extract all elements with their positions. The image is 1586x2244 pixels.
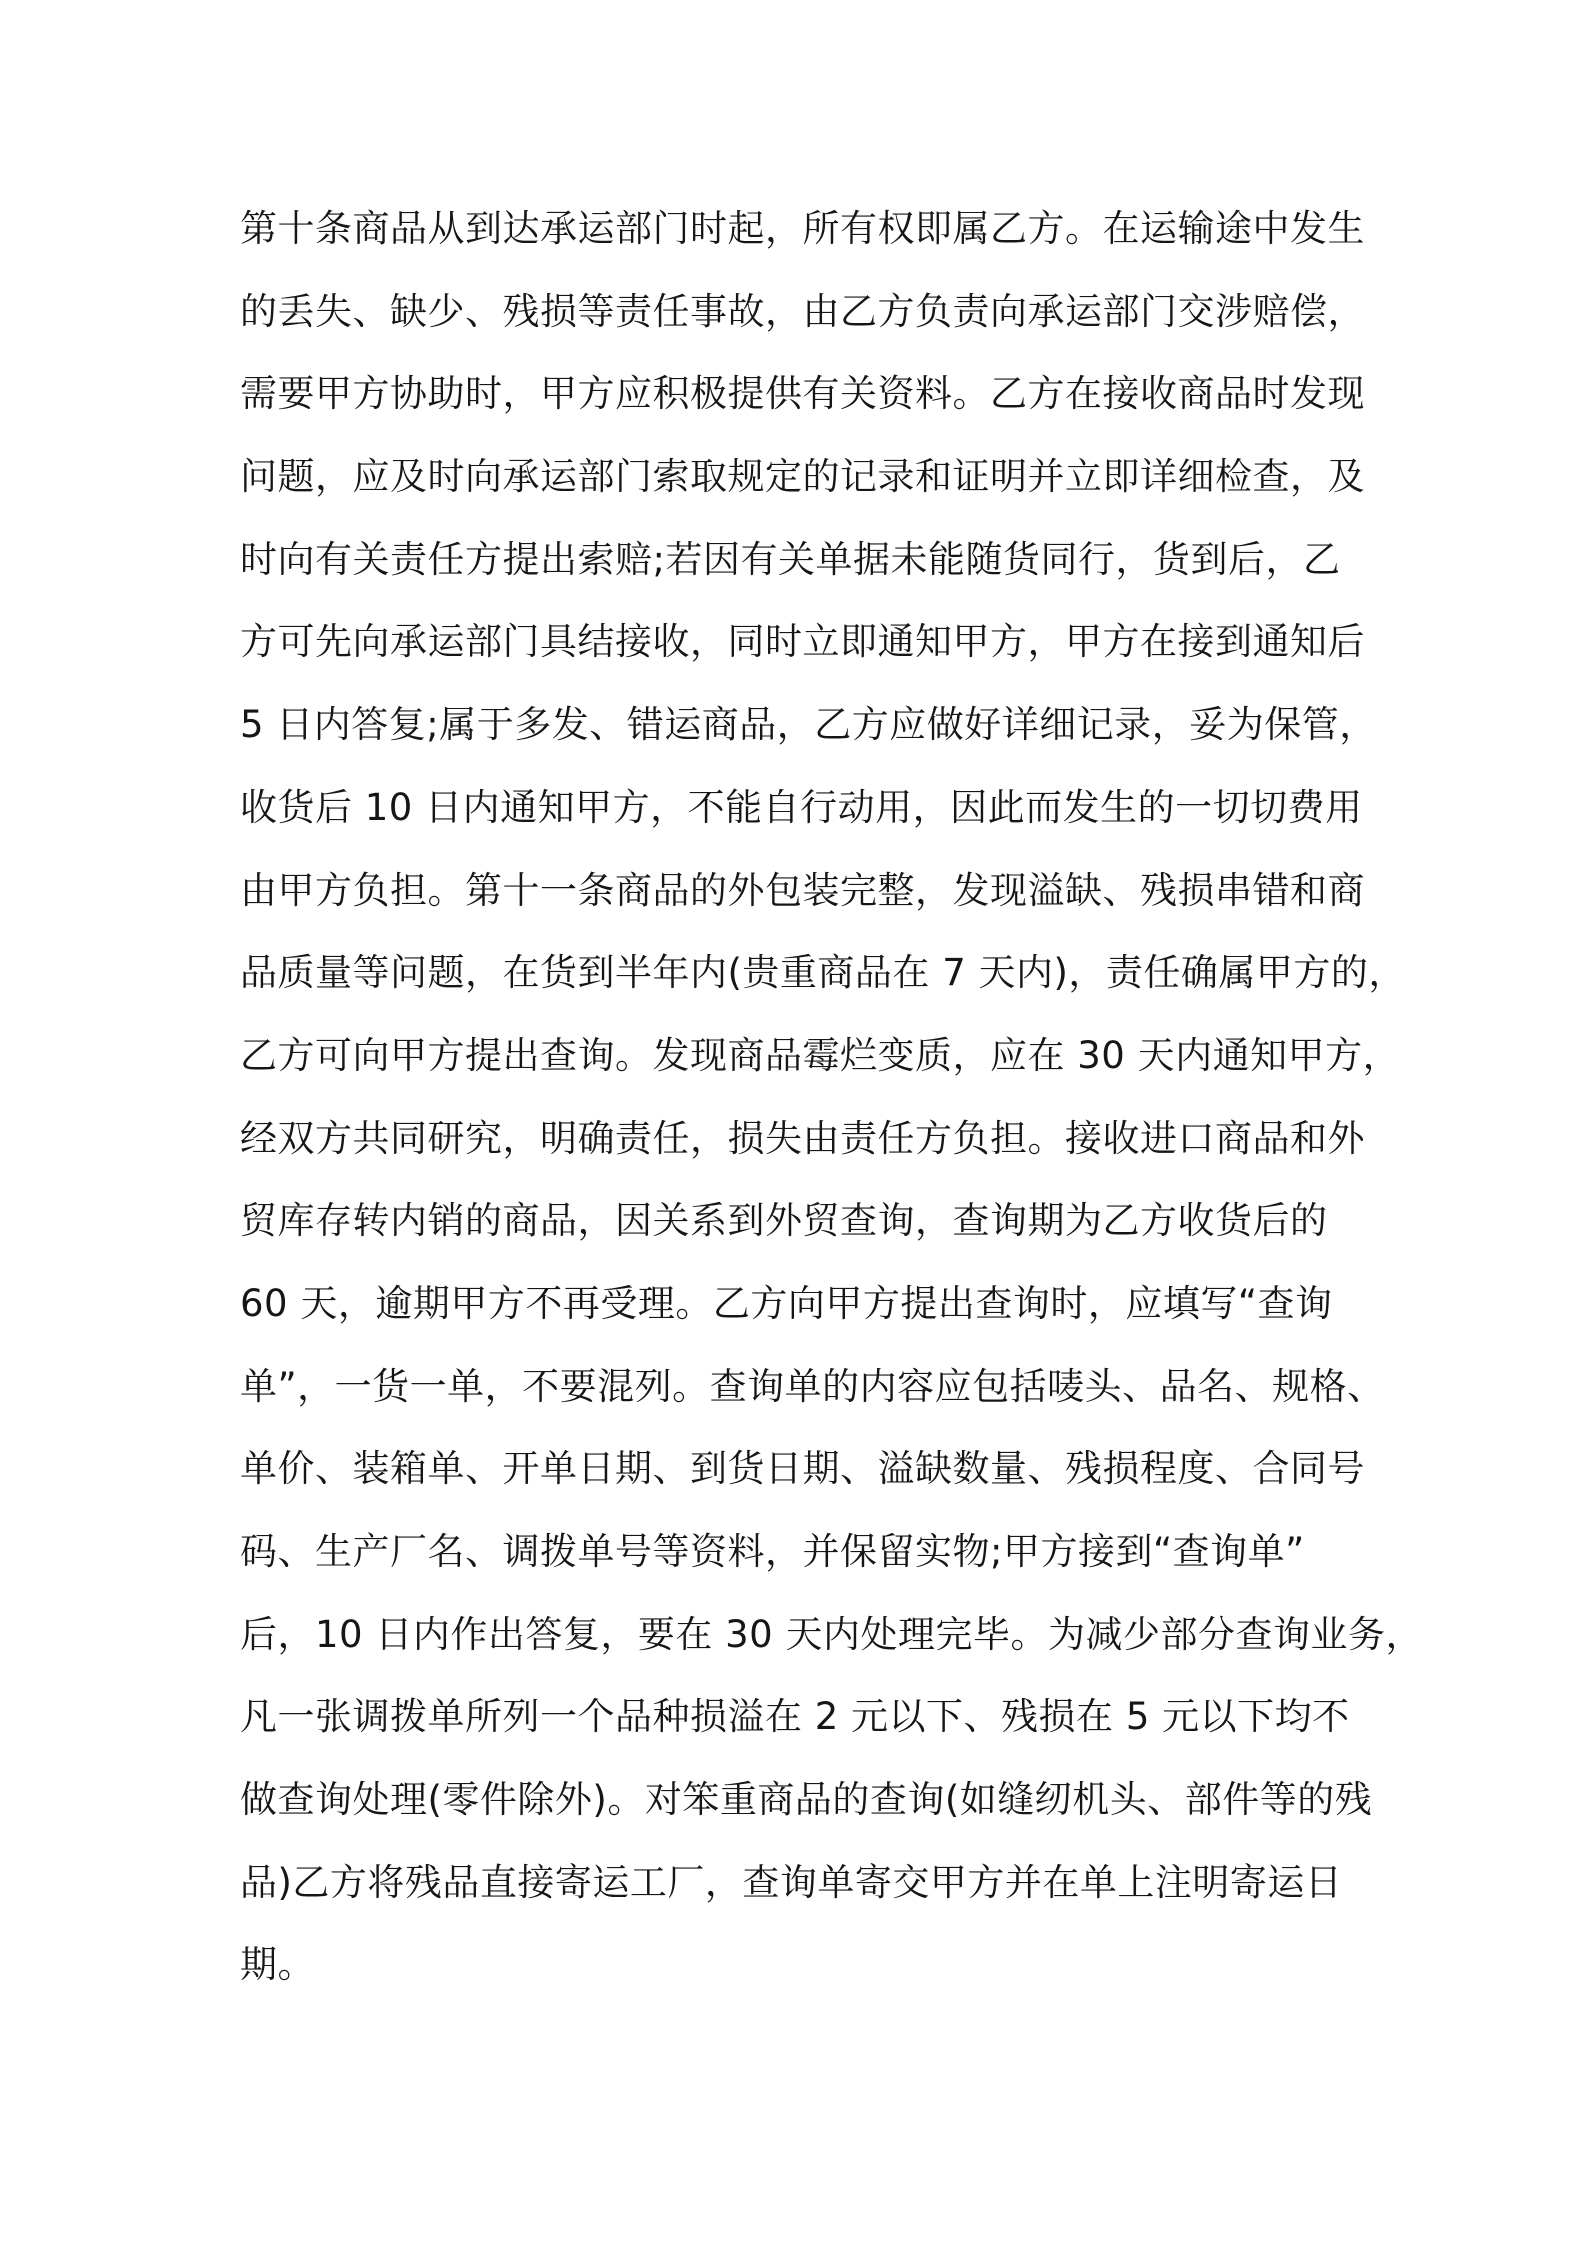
text-line: 码、生产厂名、调拨单号等资料，并保留实物;甲方接到“查询单”	[240, 1530, 1305, 1573]
text-line: 品质量等问题，在货到半年内(贵重商品在 7 天内)，责任确属甲方的，	[240, 951, 1406, 995]
text-line: 问题，应及时向承运部门索取规定的记录和证明并立即详细检查，及	[240, 455, 1365, 499]
text-line: 方可先向承运部门具结接收，同时立即通知甲方，甲方在接到通知后	[240, 620, 1365, 664]
text-line: 单价、装箱单、开单日期、到货日期、溢缺数量、残损程度、合同号	[240, 1447, 1365, 1491]
text-line: 收货后 10 日内通知甲方，不能自行动用，因此而发生的一切切费用	[240, 785, 1363, 829]
text-line: 贸库存转内销的商品，因关系到外贸查询，查询期为乙方收货后的	[240, 1199, 1328, 1243]
text-line: 60 天，逾期甲方不再受理。乙方向甲方提出查询时，应填写“查询	[240, 1281, 1333, 1325]
text-line: 后，10 日内作出答复，要在 30 天内处理完毕。为减少部分查询业务，	[240, 1612, 1423, 1656]
text-line: 期。	[240, 1943, 315, 1987]
text-line: 乙方可向甲方提出查询。发现商品霉烂变质，应在 30 天内通知甲方，	[240, 1033, 1401, 1077]
text-line: 经双方共同研究，明确责任，损失由责任方负担。接收进口商品和外	[240, 1116, 1365, 1160]
text-line: 凡一张调拨单所列一个品种损溢在 2 元以下、残损在 5 元以下均不	[240, 1695, 1350, 1739]
text-line: 单”，一货一单，不要混列。查询单的内容应包括唛头、品名、规格、	[240, 1364, 1385, 1408]
text-line: 5 日内答复;属于多发、错运商品，乙方应做好详细记录，妥为保管，	[240, 703, 1377, 747]
text-line: 做查询处理(零件除外)。对笨重商品的查询(如缝纫机头、部件等的残	[240, 1778, 1373, 1822]
text-line: 第十条商品从到达承运部门时起，所有权即属乙方。在运输途中发生	[240, 207, 1365, 250]
text-line: 时向有关责任方提出索赔;若因有关单据未能随货同行，货到后，乙	[240, 537, 1341, 581]
text-line: 品)乙方将残品直接寄运工厂，查询单寄交甲方并在单上注明寄运日	[240, 1860, 1343, 1904]
text-line: 由甲方负担。第十一条商品的外包装完整，发现溢缺、残损串错和商	[240, 868, 1365, 912]
text-line: 需要甲方协助时，甲方应积极提供有关资料。乙方在接收商品时发现	[240, 372, 1365, 416]
body-paragraph	[240, 200, 1423, 2019]
text-line: 的丢失、缺少、残损等责任事故，由乙方负责向承运部门交涉赔偿，	[240, 289, 1365, 333]
